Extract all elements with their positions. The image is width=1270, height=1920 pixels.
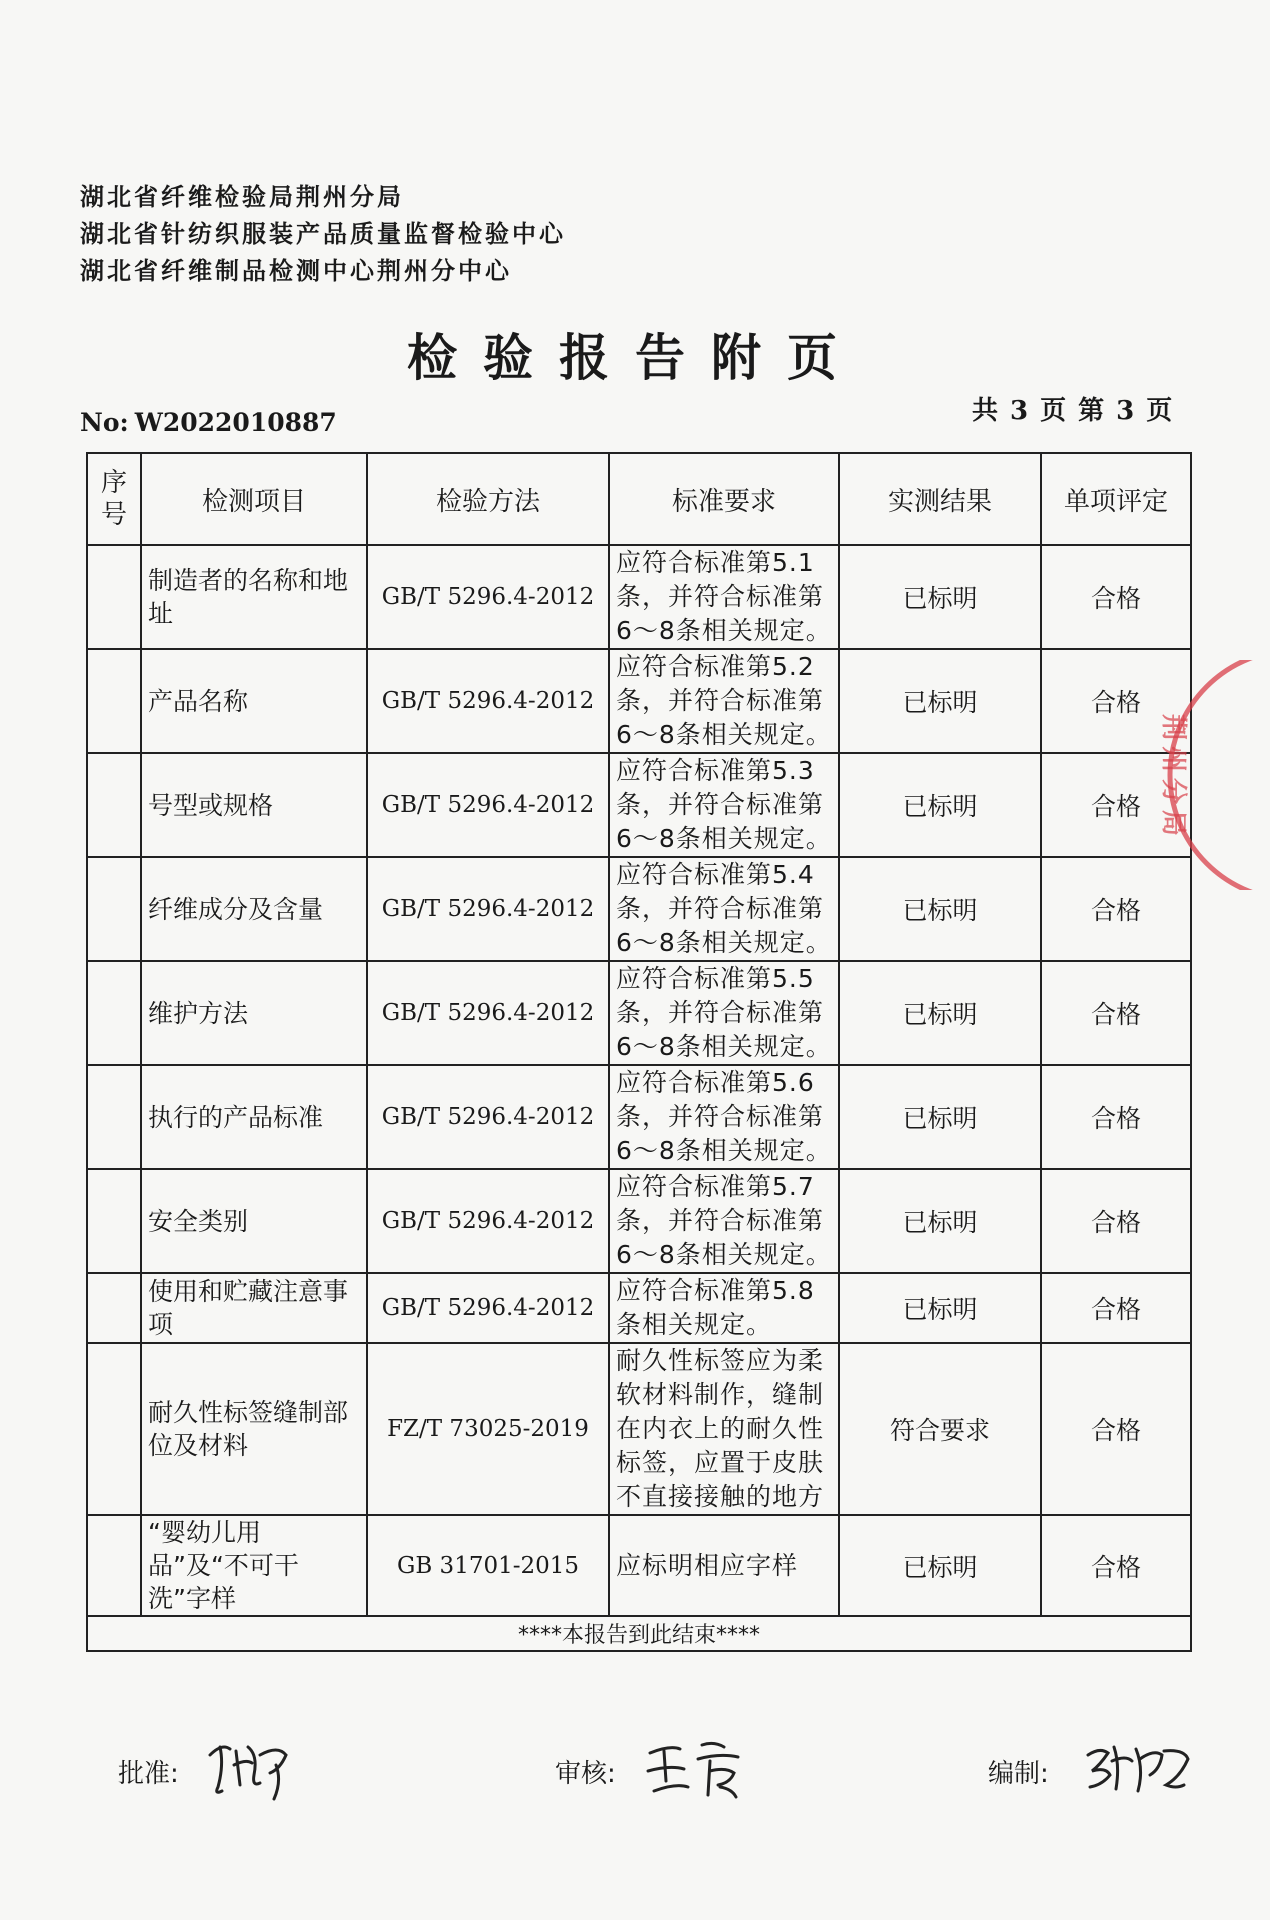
org-line: 湖北省纤维制品检测中心荆州分中心: [80, 256, 512, 285]
table-header-row: [87, 453, 1191, 545]
row-evaluation: 合格: [1041, 961, 1191, 1065]
table-row: [87, 961, 1191, 1065]
row-index: [87, 857, 141, 961]
column-header-index: 序 号: [87, 453, 141, 545]
row-standard: 应符合标准第5.2条，并符合标准第6～8条相关规定。: [609, 649, 839, 753]
column-header-method: 检验方法: [367, 453, 609, 545]
table-row: [87, 1515, 1191, 1616]
issuing-organizations: [80, 178, 566, 289]
table-row: [87, 857, 1191, 961]
table-row: [87, 1273, 1191, 1343]
row-standard: 应符合标准第5.6条，并符合标准第6～8条相关规定。: [609, 1065, 839, 1169]
row-evaluation: 合格: [1041, 1343, 1191, 1515]
table-row: [87, 1169, 1191, 1273]
row-item: 耐久性标签缝制部位及材料: [141, 1343, 367, 1515]
column-header-result: 实测结果: [839, 453, 1041, 545]
row-result: 已标明: [839, 1065, 1041, 1169]
table-row: [87, 1343, 1191, 1515]
table-row: [87, 1065, 1191, 1169]
table-row: [87, 753, 1191, 857]
org-line: 湖北省纤维检验局荆州分局: [80, 182, 404, 211]
report-number-label: No:: [80, 408, 129, 437]
row-item: 使用和贮藏注意事项: [141, 1273, 367, 1343]
row-method: GB/T 5296.4-2012: [367, 1169, 609, 1273]
column-header-evaluation: 单项评定: [1041, 453, 1191, 545]
org-line: 湖北省针纺织服装产品质量监督检验中心: [80, 219, 566, 248]
row-index: [87, 1065, 141, 1169]
row-evaluation: 合格: [1041, 1515, 1191, 1616]
page-count: [972, 390, 1184, 427]
row-method: GB/T 5296.4-2012: [367, 649, 609, 753]
report-number-value: W2022010887: [134, 408, 337, 437]
row-result: 已标明: [839, 1515, 1041, 1616]
approver-signature: [200, 1725, 310, 1805]
row-item: 安全类别: [141, 1169, 367, 1273]
row-method: GB/T 5296.4-2012: [367, 1273, 609, 1343]
page-count-part: 页: [1040, 396, 1069, 426]
row-method: FZ/T 73025-2019: [367, 1343, 609, 1515]
row-method: GB 31701-2015: [367, 1515, 609, 1616]
row-standard: 应符合标准第5.4条，并符合标准第6～8条相关规定。: [609, 857, 839, 961]
compile-label: 编制:: [988, 1759, 1049, 1789]
report-number: [80, 408, 337, 437]
row-index: [87, 1273, 141, 1343]
review-label: 审核:: [555, 1759, 616, 1789]
row-index: [87, 1343, 141, 1515]
inspection-table: [86, 452, 1192, 1652]
row-evaluation: 合格: [1041, 1169, 1191, 1273]
page-count-current: 3: [1116, 396, 1137, 426]
row-result: 已标明: [839, 649, 1041, 753]
row-index: [87, 545, 141, 649]
row-standard: 耐久性标签应为柔软材料制作，缝制在内衣上的耐久性标签，应置于皮肤不直接接触的地方: [609, 1343, 839, 1515]
table-row: [87, 649, 1191, 753]
row-standard: 应符合标准第5.5条，并符合标准第6～8条相关规定。: [609, 961, 839, 1065]
row-item: 执行的产品标准: [141, 1065, 367, 1169]
row-evaluation: 合格: [1041, 545, 1191, 649]
table-row: [87, 545, 1191, 649]
page-count-part: 共: [972, 396, 1001, 426]
signature-area: [0, 1725, 1270, 1815]
column-header-item: 检测项目: [141, 453, 367, 545]
row-item: 制造者的名称和地址: [141, 545, 367, 649]
column-header-standard: 标准要求: [609, 453, 839, 545]
compiler-signature: [1080, 1725, 1200, 1805]
end-of-report-text: ****本报告到此结束****: [87, 1616, 1191, 1651]
row-index: [87, 649, 141, 753]
row-item: 维护方法: [141, 961, 367, 1065]
row-standard: 应符合标准第5.1条，并符合标准第6～8条相关规定。: [609, 545, 839, 649]
official-seal: [1125, 660, 1270, 890]
row-method: GB/T 5296.4-2012: [367, 545, 609, 649]
row-method: GB/T 5296.4-2012: [367, 1065, 609, 1169]
page-count-total: 3: [1010, 396, 1031, 426]
row-method: GB/T 5296.4-2012: [367, 753, 609, 857]
row-item: 纤维成分及含量: [141, 857, 367, 961]
row-evaluation: 合格: [1041, 1273, 1191, 1343]
row-standard: 应符合标准第5.3条，并符合标准第6～8条相关规定。: [609, 753, 839, 857]
row-index: [87, 1515, 141, 1616]
page-count-part: 页: [1146, 396, 1175, 426]
row-index: [87, 1169, 141, 1273]
row-evaluation: 合格: [1041, 753, 1191, 857]
page-count-part: 第: [1078, 396, 1107, 426]
row-item: 产品名称: [141, 649, 367, 753]
approve-label: 批准:: [118, 1759, 179, 1789]
row-result: 符合要求: [839, 1343, 1041, 1515]
row-standard: 应标明相应字样: [609, 1515, 839, 1616]
row-standard: 应符合标准第5.8条相关规定。: [609, 1273, 839, 1343]
row-result: 已标明: [839, 1169, 1041, 1273]
row-result: 已标明: [839, 545, 1041, 649]
svg-text:荆州分局: 荆州分局: [1158, 713, 1188, 843]
row-item: 号型或规格: [141, 753, 367, 857]
row-result: 已标明: [839, 1273, 1041, 1343]
row-evaluation: 合格: [1041, 1065, 1191, 1169]
row-method: GB/T 5296.4-2012: [367, 961, 609, 1065]
row-result: 已标明: [839, 961, 1041, 1065]
row-standard: 应符合标准第5.7条，并符合标准第6～8条相关规定。: [609, 1169, 839, 1273]
row-evaluation: 合格: [1041, 649, 1191, 753]
reviewer-signature: [640, 1725, 760, 1805]
row-result: 已标明: [839, 753, 1041, 857]
row-index: [87, 753, 141, 857]
row-method: GB/T 5296.4-2012: [367, 857, 609, 961]
row-index: [87, 961, 141, 1065]
document-title: 检验报告附页: [407, 329, 863, 387]
row-item: “婴幼儿用品”及“不可干洗”字样: [141, 1515, 367, 1616]
row-evaluation: 合格: [1041, 857, 1191, 961]
row-result: 已标明: [839, 857, 1041, 961]
end-of-report-row: [87, 1616, 1191, 1651]
